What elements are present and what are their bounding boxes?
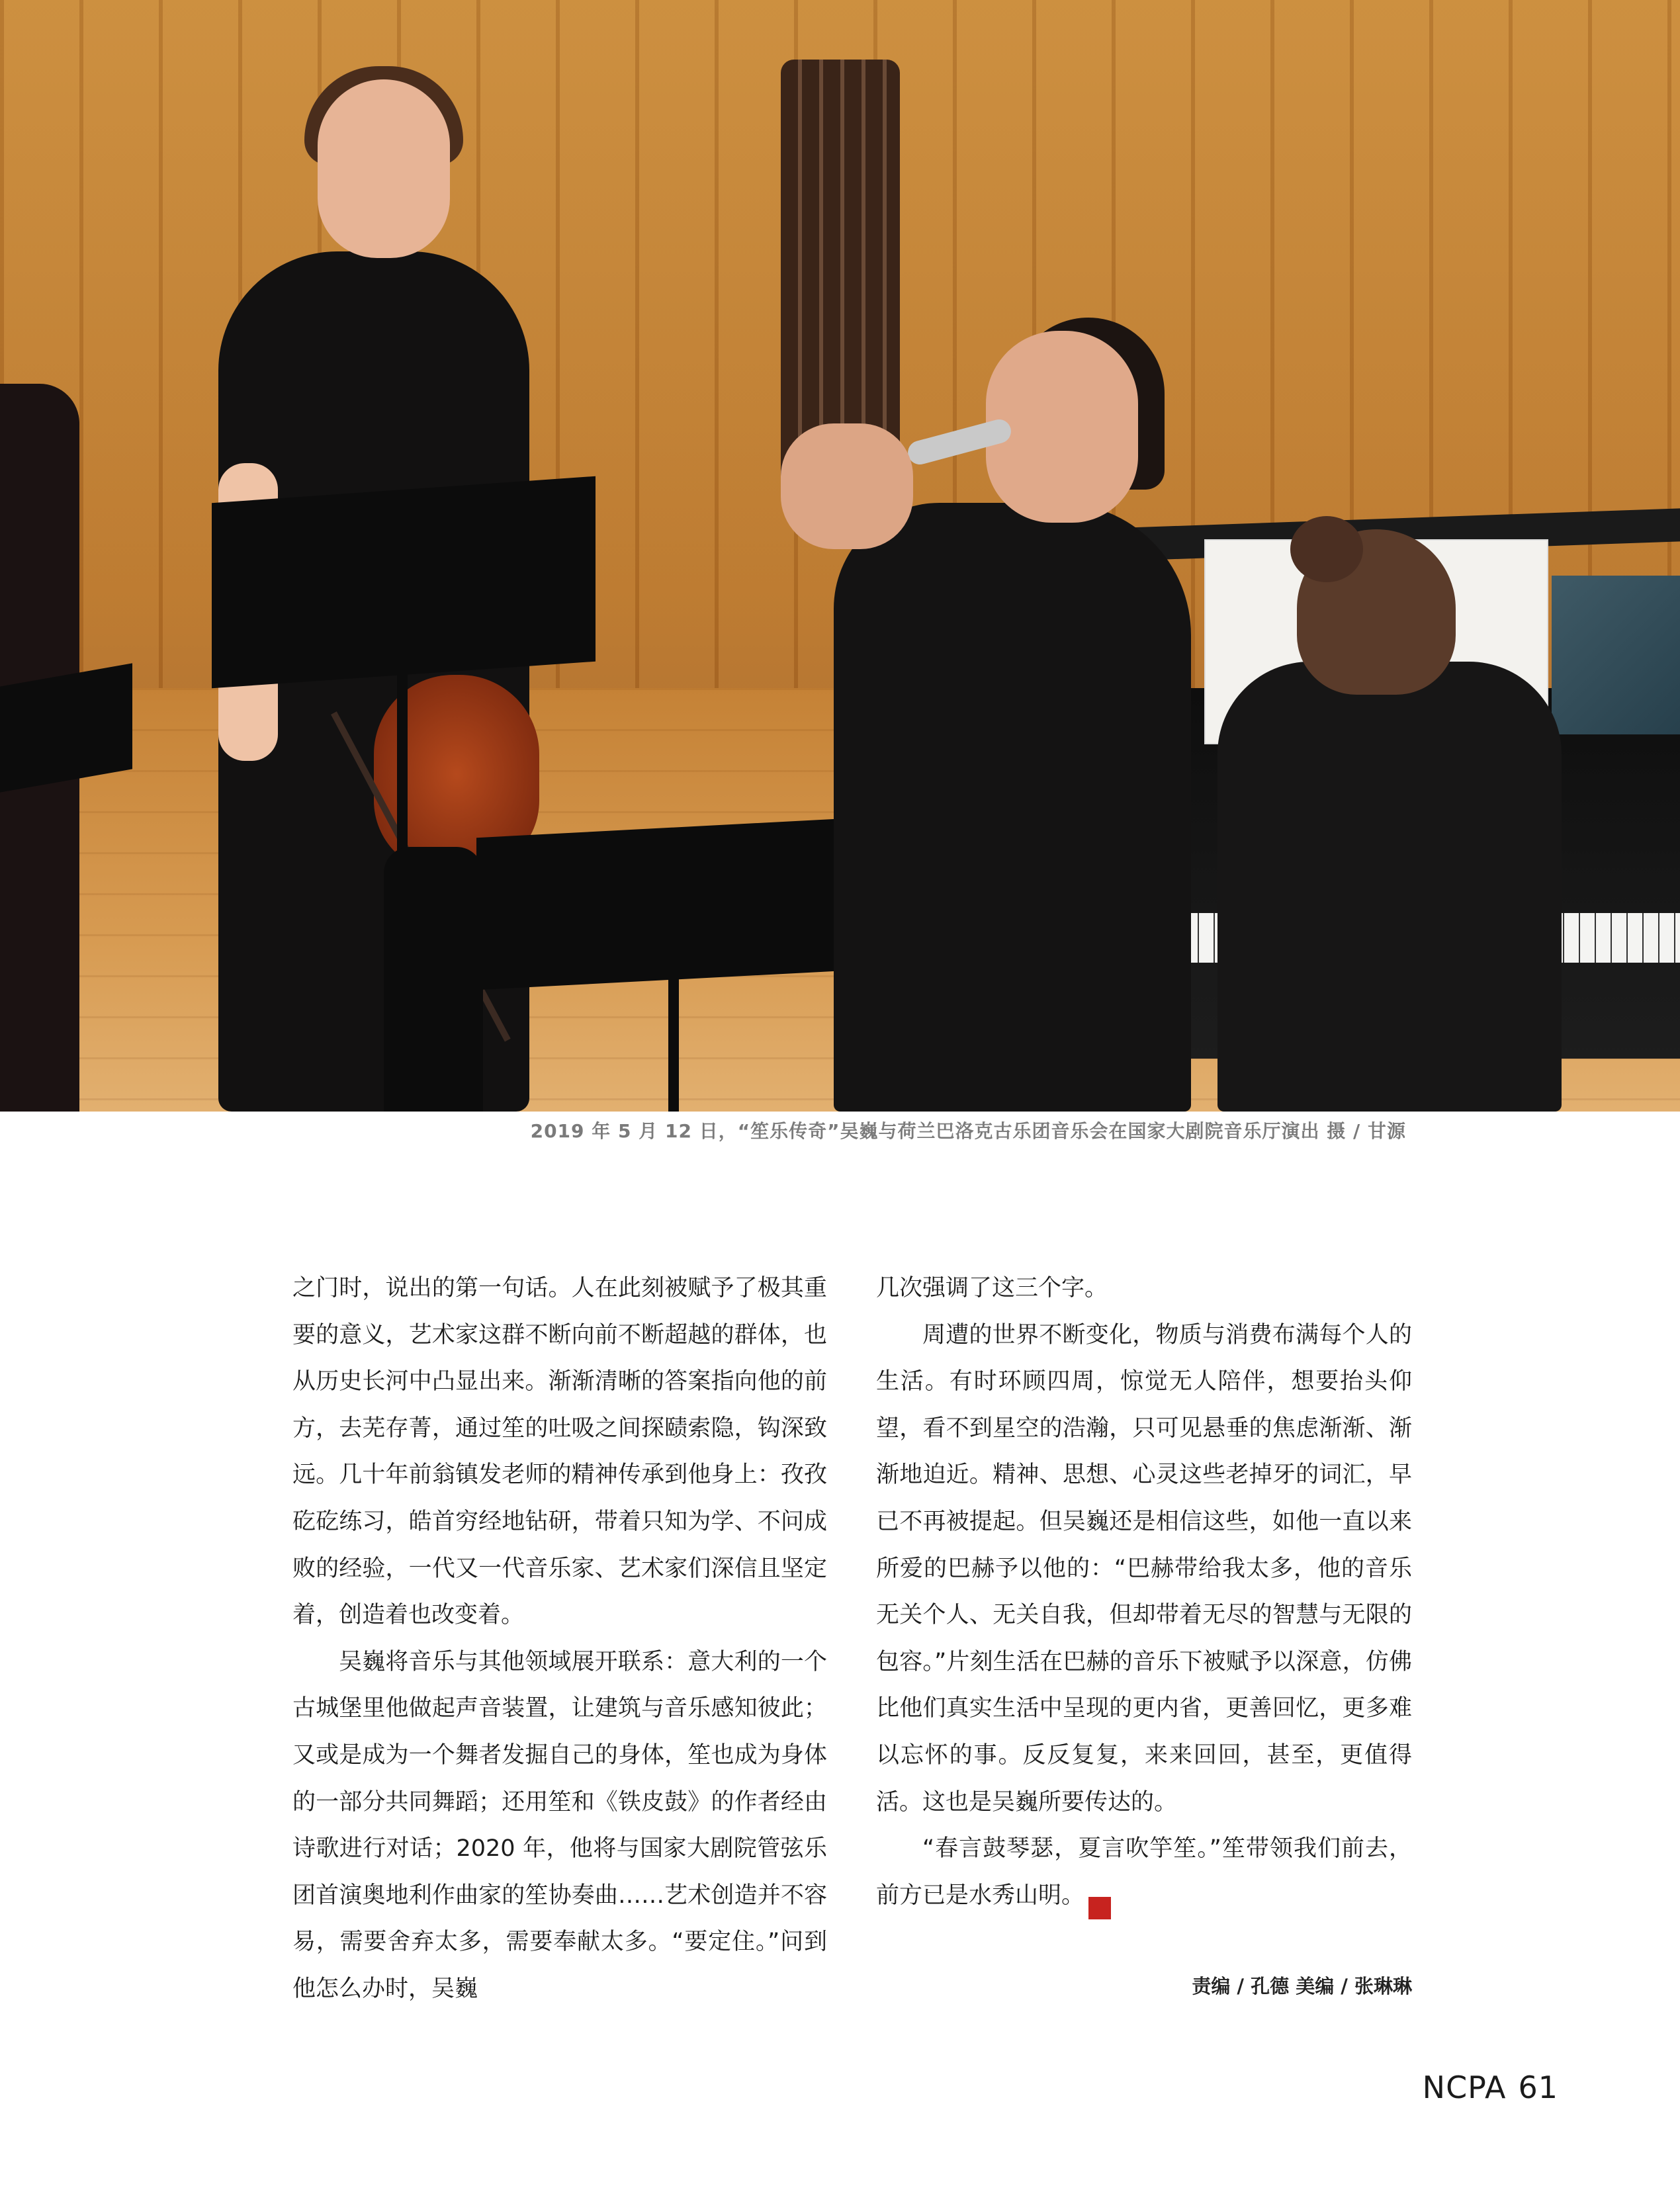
page-number: 61 (1518, 2070, 1558, 2105)
article-column-left (292, 1265, 827, 2013)
music-stand-center (476, 816, 887, 990)
pianist-figure (1217, 662, 1562, 1112)
end-mark-icon: NCPA (1088, 1897, 1111, 1919)
violinist-face (318, 79, 450, 258)
paragraph: 周遭的世界不断变化，物质与消费布满每个人的生活。有时环顾四周，惊觉无人陪伴，想要抬头仰望，看不到星空的浩瀚，只可见悬垂的焦虑渐渐、渐渐地迫近。精神、思想、心灵这些老掉牙的词汇，早已不再被提起。但吴巍还是相信这些，如他一直以来所爱的巴赫予以他的：“巴赫带给我太多，他的音乐无关个人、无关自我，但却带着无尽的智慧与无限的包容。”片刻生活在巴赫的音乐下被赋予以深意，仿佛比他们真实生活中呈现的更内省，更善回忆，更多难以忘怀的事。反反复复，来来回回，甚至，更值得活。这也是吴巍所要传达的。 (876, 1321, 1412, 1816)
closing-text: “春言鼓琴瑟，夏言吹竽笙。”笙带领我们前去，前方已是水秀山明。 (876, 1835, 1412, 1909)
page-folio (1423, 2068, 1558, 2107)
editor-credits: 责编 / 孔德 美编 / 张琳琳 (1192, 1975, 1412, 1997)
pianist-hair-bun (1290, 516, 1363, 582)
article-column-right (876, 1265, 1412, 1919)
sheng-player-hands (781, 423, 913, 549)
paragraph: 几次强调了这三个字。 (876, 1275, 1108, 1301)
music-stand-center-pole (668, 953, 679, 1112)
sheng-player-figure (834, 503, 1191, 1112)
photo-caption: 2019 年 5 月 12 日，“笙乐传奇”吴巍与荷兰巴洛克古乐团音乐会在国家大剧院音乐厅演出 摄 / 甘源 (530, 1120, 1406, 1142)
piano-music-board (1552, 576, 1680, 734)
closing-paragraph (876, 1825, 1412, 1919)
chair (384, 847, 483, 1112)
magazine-name: NCPA (1422, 2070, 1507, 2105)
paragraph: 之门时，说出的第一句话。人在此刻被赋予了极其重要的意义，艺术家这群不断向前不断超越的群体，也从历史长河中凸显出来。渐渐清晰的答案指向他的前方，去芜存菁，通过笙的吐吸之间探赜索隐，钩深致远。几十年前翁镇发老师的精神传承到他身上：孜孜矻矻练习，皓首穷经地钻研，带着只知为学、不问成败的经验，一代又一代音乐家、艺术家们深信且坚定着，创造着也改变着。 (292, 1275, 827, 1629)
paragraph: 吴巍将音乐与其他领域展开联系：意大利的一个古城堡里他做起声音装置，让建筑与音乐感知彼此；又或是成为一个舞者发掘自己的身体，笙也成为身体的一部分共同舞蹈；还用笙和《铁皮鼓》的作者经由诗歌进行对话；2020 年，他将与国家大剧院管弦乐团首演奥地利作曲家的笙协奏曲……艺术创造并不容易，需要舍弃太多，需要奉献太多。“要定住。”问到他怎么办时，吴巍 (292, 1648, 827, 2002)
